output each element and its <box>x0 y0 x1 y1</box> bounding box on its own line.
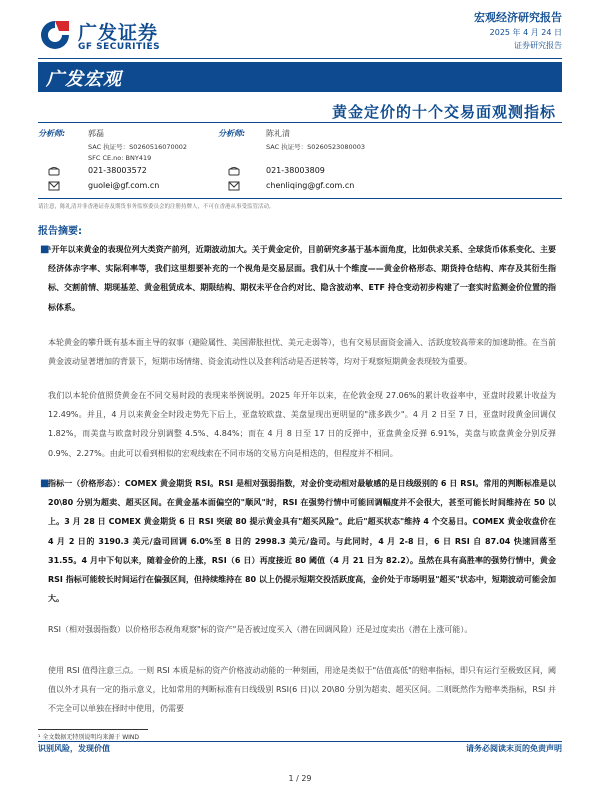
gf-logo-icon <box>38 18 72 52</box>
footnote-divider <box>38 729 148 730</box>
analyst-1-sfc: SFC CE.no: BNY419 <box>88 154 152 162</box>
report-type: 宏观经济研究报告 <box>474 11 562 24</box>
report-date: 2025 年 4 月 24 日 <box>489 28 562 37</box>
phone-icon <box>48 166 60 176</box>
report-dept: 证券研究报告 <box>514 41 562 50</box>
title-divider <box>38 122 562 123</box>
analyst-1-label: 分析师: <box>38 129 66 138</box>
phone-icon <box>228 166 240 176</box>
analyst-1-sac: SAC 执证号：S0260516070002 <box>88 143 188 151</box>
analyst-2-email[interactable]: chenliqing@gf.com.cn <box>266 181 355 190</box>
section-bar-label: 广发宏观 <box>46 69 122 90</box>
section-bar <box>38 62 562 92</box>
report-title: 黄金定价的十个交易面观测指标 <box>331 103 556 121</box>
licensing-disclaimer: 请注意，陈礼清并非香港证券及期货事务监察委员会的注册持牌人，不可在香港从事受监管活动。 <box>38 204 275 210</box>
analyst-2-phone: 021-38003809 <box>266 166 325 175</box>
company-logo <box>38 18 198 54</box>
bullet-icon: ■ <box>40 244 50 255</box>
summary-paragraph-2: 本轮黄金的攀升既有基本面主导的叙事（避险属性、美国滞胀担忧、美元走弱等），也有交易层面资金涌入、活跃度较高带来的加速助推。在当前黄金波动显著增加的背景下，短期市场情绪、资金流动性以及套利活动是否逆转等，均对于观察短期黄金表现较为重要。 <box>48 338 556 367</box>
summary-paragraph-3: 我们以本轮价值照贷黄金在不同交易时段的表现来举例说明。2025 年开年以来，在伦敦金现 27.06%的累计收益率中，亚盘时段累计收益为 12.49%。并且，4 月以来黄金全时段走势先下后上，亚盘较欧盘、美盘显现出更明显的"涨多跌少"。4 月 2 日至 7 日，亚盘时段黄金回调仅 1.82%，而美盘与欧盘时段分别调整 4.5%、4.84%；而在 4 月 8 日至 17 日的反弹中，亚盘黄金反弹 6.91%，美盘与欧盘黄金分别反弹 0.9%、2.27%。由此可以看到相似的宏观线索在不同市场的交易方向是相迭的，但程度并不相同。 <box>48 391 556 458</box>
footer-divider <box>38 741 562 742</box>
header-divider <box>38 58 562 59</box>
logo-chinese-name: 广发证券 <box>78 22 159 44</box>
summary-paragraph-1: ¹开年以来黄金的表现位列大类资产前列，近期波动加大。关于黄金定价，目前研究多基于基本面角度，比如供求关系、全球货币体系变化、主要经济体赤字率、实际利率等，我们这里想要补充的一个视角是交易层面。我们从十个维度——黄金价格形态、期货持仓结构、库存及其衍生指标、交割前情、期现基差、黄金租赁成本、期限结构、期权未平仓合约对比、隐含波动率、ETF 持仓变动初步构建了一套实时监测金价位置的指标体系。 <box>48 245 556 312</box>
analyst-1-phone: 021-38003572 <box>88 166 147 175</box>
header-meta <box>474 10 562 52</box>
footer-slogan: 识别风险，发现价值 <box>38 744 110 753</box>
analyst-2-label: 分析师: <box>218 129 246 138</box>
logo-english-name: GF SECURITIES <box>78 42 161 52</box>
summary-paragraph-6: 使用 RSI 值得注意三点。一则 RSI 本质是标的资产价格波动动能的一种刻画，用途是类似于"估值高低"的赔率指标，即只有运行至极致区间，阈值以外才具有一定的指示意义，比如常用的判断标准有日线级别 RSI(6 日)以 20\80 分别为超卖、超买区间。二则既然作为赔率类指标，RSI 并不完全可以单独在择时中使用，仍需要 <box>48 666 556 714</box>
page-number: 1 / 29 <box>288 774 312 783</box>
analyst-divider <box>38 198 562 199</box>
summary-heading: 报告摘要: <box>38 226 82 237</box>
analyst-2-name: 陈礼清 <box>266 129 290 138</box>
footer-disclaimer-link: 请务必阅读末页的免责声明 <box>466 744 562 753</box>
summary-paragraph-5: RSI（相对强弱指数）以价格形态视角观察"标的资产"是否被过度买入（潜在回调风险）还是过度卖出（潜在上涨可能）。 <box>48 625 473 634</box>
bullet-icon: ■ <box>40 478 50 489</box>
analyst-1-name: 郭磊 <box>88 129 104 138</box>
mail-icon <box>48 181 60 191</box>
mail-icon <box>228 181 240 191</box>
analyst-1-email[interactable]: guolei@gf.com.cn <box>88 181 160 190</box>
analyst-2-sac: SAC 执证号：S0260523080003 <box>266 143 366 151</box>
footnote: ¹ 全文数据无特别说明均来源于 WIND <box>38 734 140 741</box>
summary-paragraph-4: 指标一（价格形态）：COMEX 黄金期货 RSI。RSI 是相对强弱指数，对金价变动相对最敏感的是日线级别的 6 日 RSI。常用的判断标准是以 20\80 分别为超卖、超买区间。在黄金基本面偏空的"顺风"时，RSI 在强势行情中可能回调幅度并不会很大，甚至可能长时间维持在 50 以上。3 月 28 日 COMEX 黄金期货 6 日 RSI 突破 80 提示黄金具有"超买风险"。此后"超买状态"维持 4 个交易日。COMEX 黄金收盘价在 4 月 2 日的 3190.3 美元/盎司回调 6.0%至 8 日的 2998.3 美元/盎司。与此同时，4 月 2-8 日，6 日 RSI 自 87.04 快速回落至 31.55。4 月中下旬以来，随着金价的上涨，RSI（6 日）再度接近 80 阈值（4 月 21 日为 82.2）。虽然在具有高胜率的强势行情中，黄金 RSI 指标可能较长时间运行在偏强区间，但持续维持在 80 以上仍提示短期交投活跃度高，金价处于市场明显"超买"状态中，短期波动可能会加大。 <box>48 479 556 604</box>
